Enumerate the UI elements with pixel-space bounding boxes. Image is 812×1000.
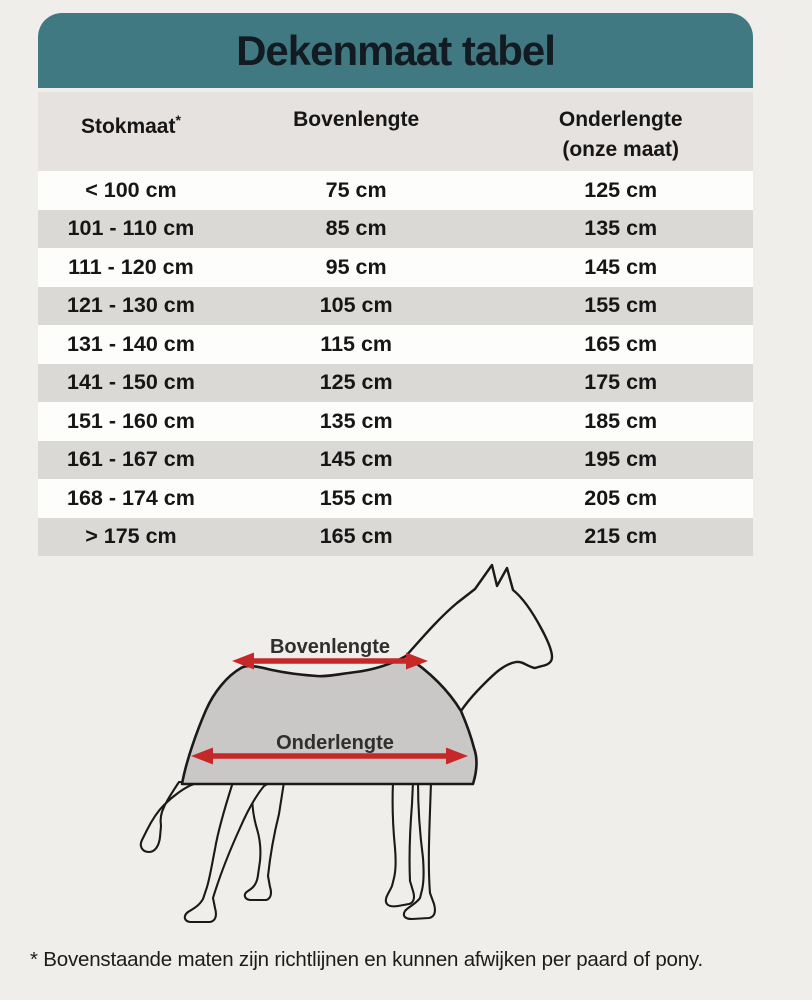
table-cell: 165 cm	[319, 524, 393, 549]
table-cell: 105 cm	[319, 293, 393, 318]
table-cell: 115 cm	[320, 331, 393, 356]
table-row	[38, 287, 753, 326]
table-row	[38, 364, 753, 403]
table-cell: 175 cm	[584, 370, 658, 395]
table-cell: 145 cm	[584, 254, 658, 279]
table-cell: > 175 cm	[85, 524, 177, 549]
table-cell: 195 cm	[584, 447, 658, 472]
table-cell: 125 cm	[319, 370, 393, 395]
table-cell: 205 cm	[584, 485, 658, 510]
table-cell: 125 cm	[584, 177, 658, 202]
page-title: Dekenmaat tabel	[236, 26, 555, 74]
table-cell: 151 - 160 cm	[66, 408, 195, 433]
table-cell: 141 - 150 cm	[66, 370, 195, 395]
title-band	[38, 13, 753, 88]
table-row	[38, 402, 753, 441]
table-cell: 185 cm	[584, 408, 658, 433]
table-row	[38, 441, 753, 480]
table-cell: 135 cm	[584, 216, 658, 241]
table-cell: 131 - 140 cm	[66, 331, 195, 356]
table-cell: 215 cm	[584, 524, 658, 549]
table-cell: 111 - 120 cm	[68, 254, 194, 279]
horse-blanket	[182, 656, 477, 784]
table-row	[38, 171, 753, 210]
table-cell: 168 - 174 cm	[66, 485, 195, 510]
table-row	[38, 210, 753, 249]
table-header-row	[38, 92, 753, 171]
table-cell: 155 cm	[319, 485, 393, 510]
horse-front-leg-far	[386, 782, 414, 906]
table-row	[38, 325, 753, 364]
column-header-onderlengte	[488, 92, 753, 171]
footnote-asterisk: *	[175, 112, 181, 128]
table-cell: 145 cm	[319, 447, 393, 472]
table-rows	[38, 171, 753, 556]
table-cell: 165 cm	[584, 331, 658, 356]
table-cell: 135 cm	[319, 408, 393, 433]
table-cell: 121 - 130 cm	[66, 293, 195, 318]
table-cell: 161 - 167 cm	[66, 447, 195, 472]
table-cell: 101 - 110 cm	[67, 216, 195, 241]
column-header-bovenlengte-label: Bovenlengte	[293, 108, 420, 131]
column-header-stokmaat	[38, 92, 224, 171]
table-cell: < 100 cm	[85, 177, 177, 202]
table-cell: 155 cm	[584, 293, 658, 318]
table-cell: 95 cm	[325, 254, 387, 279]
column-header-onderlengte-label: Onderlengte	[558, 108, 683, 131]
bovenlengte-label: Bovenlengte	[269, 636, 391, 658]
horse-hind-leg-lifted	[141, 782, 205, 852]
table-cell: 85 cm	[325, 216, 387, 241]
table-row	[38, 479, 753, 518]
column-header-onderlengte-sublabel: (onze maat)	[562, 138, 680, 161]
footnote: * Bovenstaande maten zijn richtlijnen en kunnen afwijken per paard of pony.	[30, 948, 703, 971]
column-header-stokmaat-label: Stokmaat	[80, 115, 176, 138]
onderlengte-label: Onderlengte	[276, 732, 394, 754]
table-row	[38, 248, 753, 287]
horse-diagram-svg	[95, 560, 575, 940]
table-row	[38, 518, 753, 557]
table-cell: 75 cm	[325, 177, 387, 202]
horse-diagram	[95, 560, 575, 940]
column-header-bovenlengte	[224, 92, 489, 171]
